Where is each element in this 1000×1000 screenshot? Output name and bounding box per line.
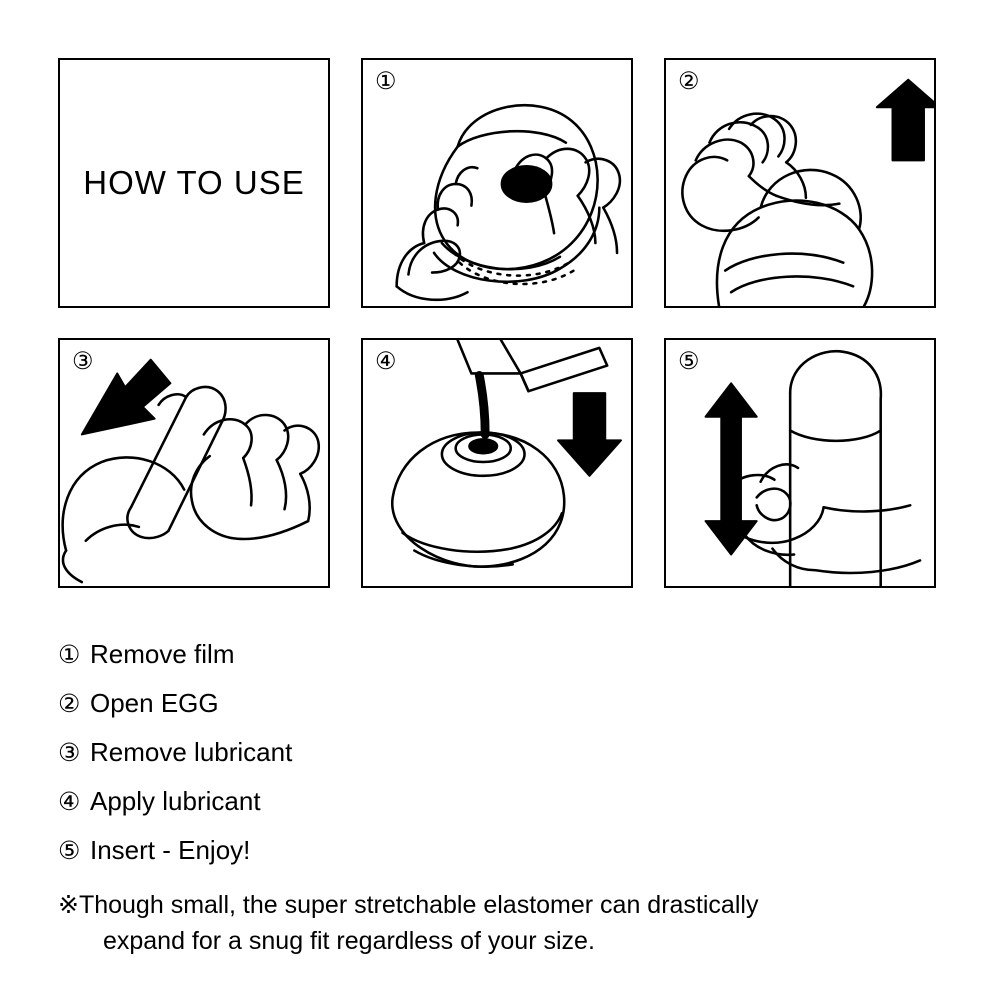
footnote-line-1: Though small, the super stretchable elastomer can drastically [78,891,759,919]
legend-item-5 [58,826,948,875]
legend-item-2 [58,679,948,728]
panel-number: ① [375,68,397,95]
panel-open-egg [664,58,936,308]
footnote [58,887,948,959]
legend-item-4 [58,777,948,826]
panel-insert-enjoy [664,338,936,588]
illustration-remove-film [363,60,631,306]
legend-marker: ⑤ [58,837,81,865]
legend-marker: ④ [58,788,81,816]
illustration-apply-lubricant [363,340,631,586]
illustration-insert-enjoy [666,340,934,586]
illustration-remove-lubricant [60,340,328,586]
legend-item-1 [58,630,948,679]
legend-marker: ① [58,641,81,669]
legend-label: Apply lubricant [90,786,261,816]
panel-number: ③ [72,348,94,375]
illustration-open-egg [666,60,934,306]
legend-marker: ③ [58,739,81,767]
panel-grid [58,58,942,588]
panel-number: ⑤ [678,348,700,375]
title-panel [58,58,330,308]
legend-label: Remove lubricant [90,737,293,767]
page-title: HOW TO USE [83,164,305,201]
panel-number: ④ [375,348,397,375]
panel-remove-lubricant [58,338,330,588]
legend-label: Remove film [90,639,235,669]
panel-apply-lubricant [361,338,633,588]
legend-label: Open EGG [90,688,219,718]
legend-marker: ② [58,690,81,718]
legend-item-3 [58,728,948,777]
legend-label: Insert - Enjoy! [90,835,251,865]
panel-remove-film [361,58,633,308]
footnote-line-2: expand for a snug fit regardless of your size. [102,927,595,955]
footnote-marker: ※ [58,891,79,919]
panel-number: ② [678,68,700,95]
legend-list [58,630,948,959]
